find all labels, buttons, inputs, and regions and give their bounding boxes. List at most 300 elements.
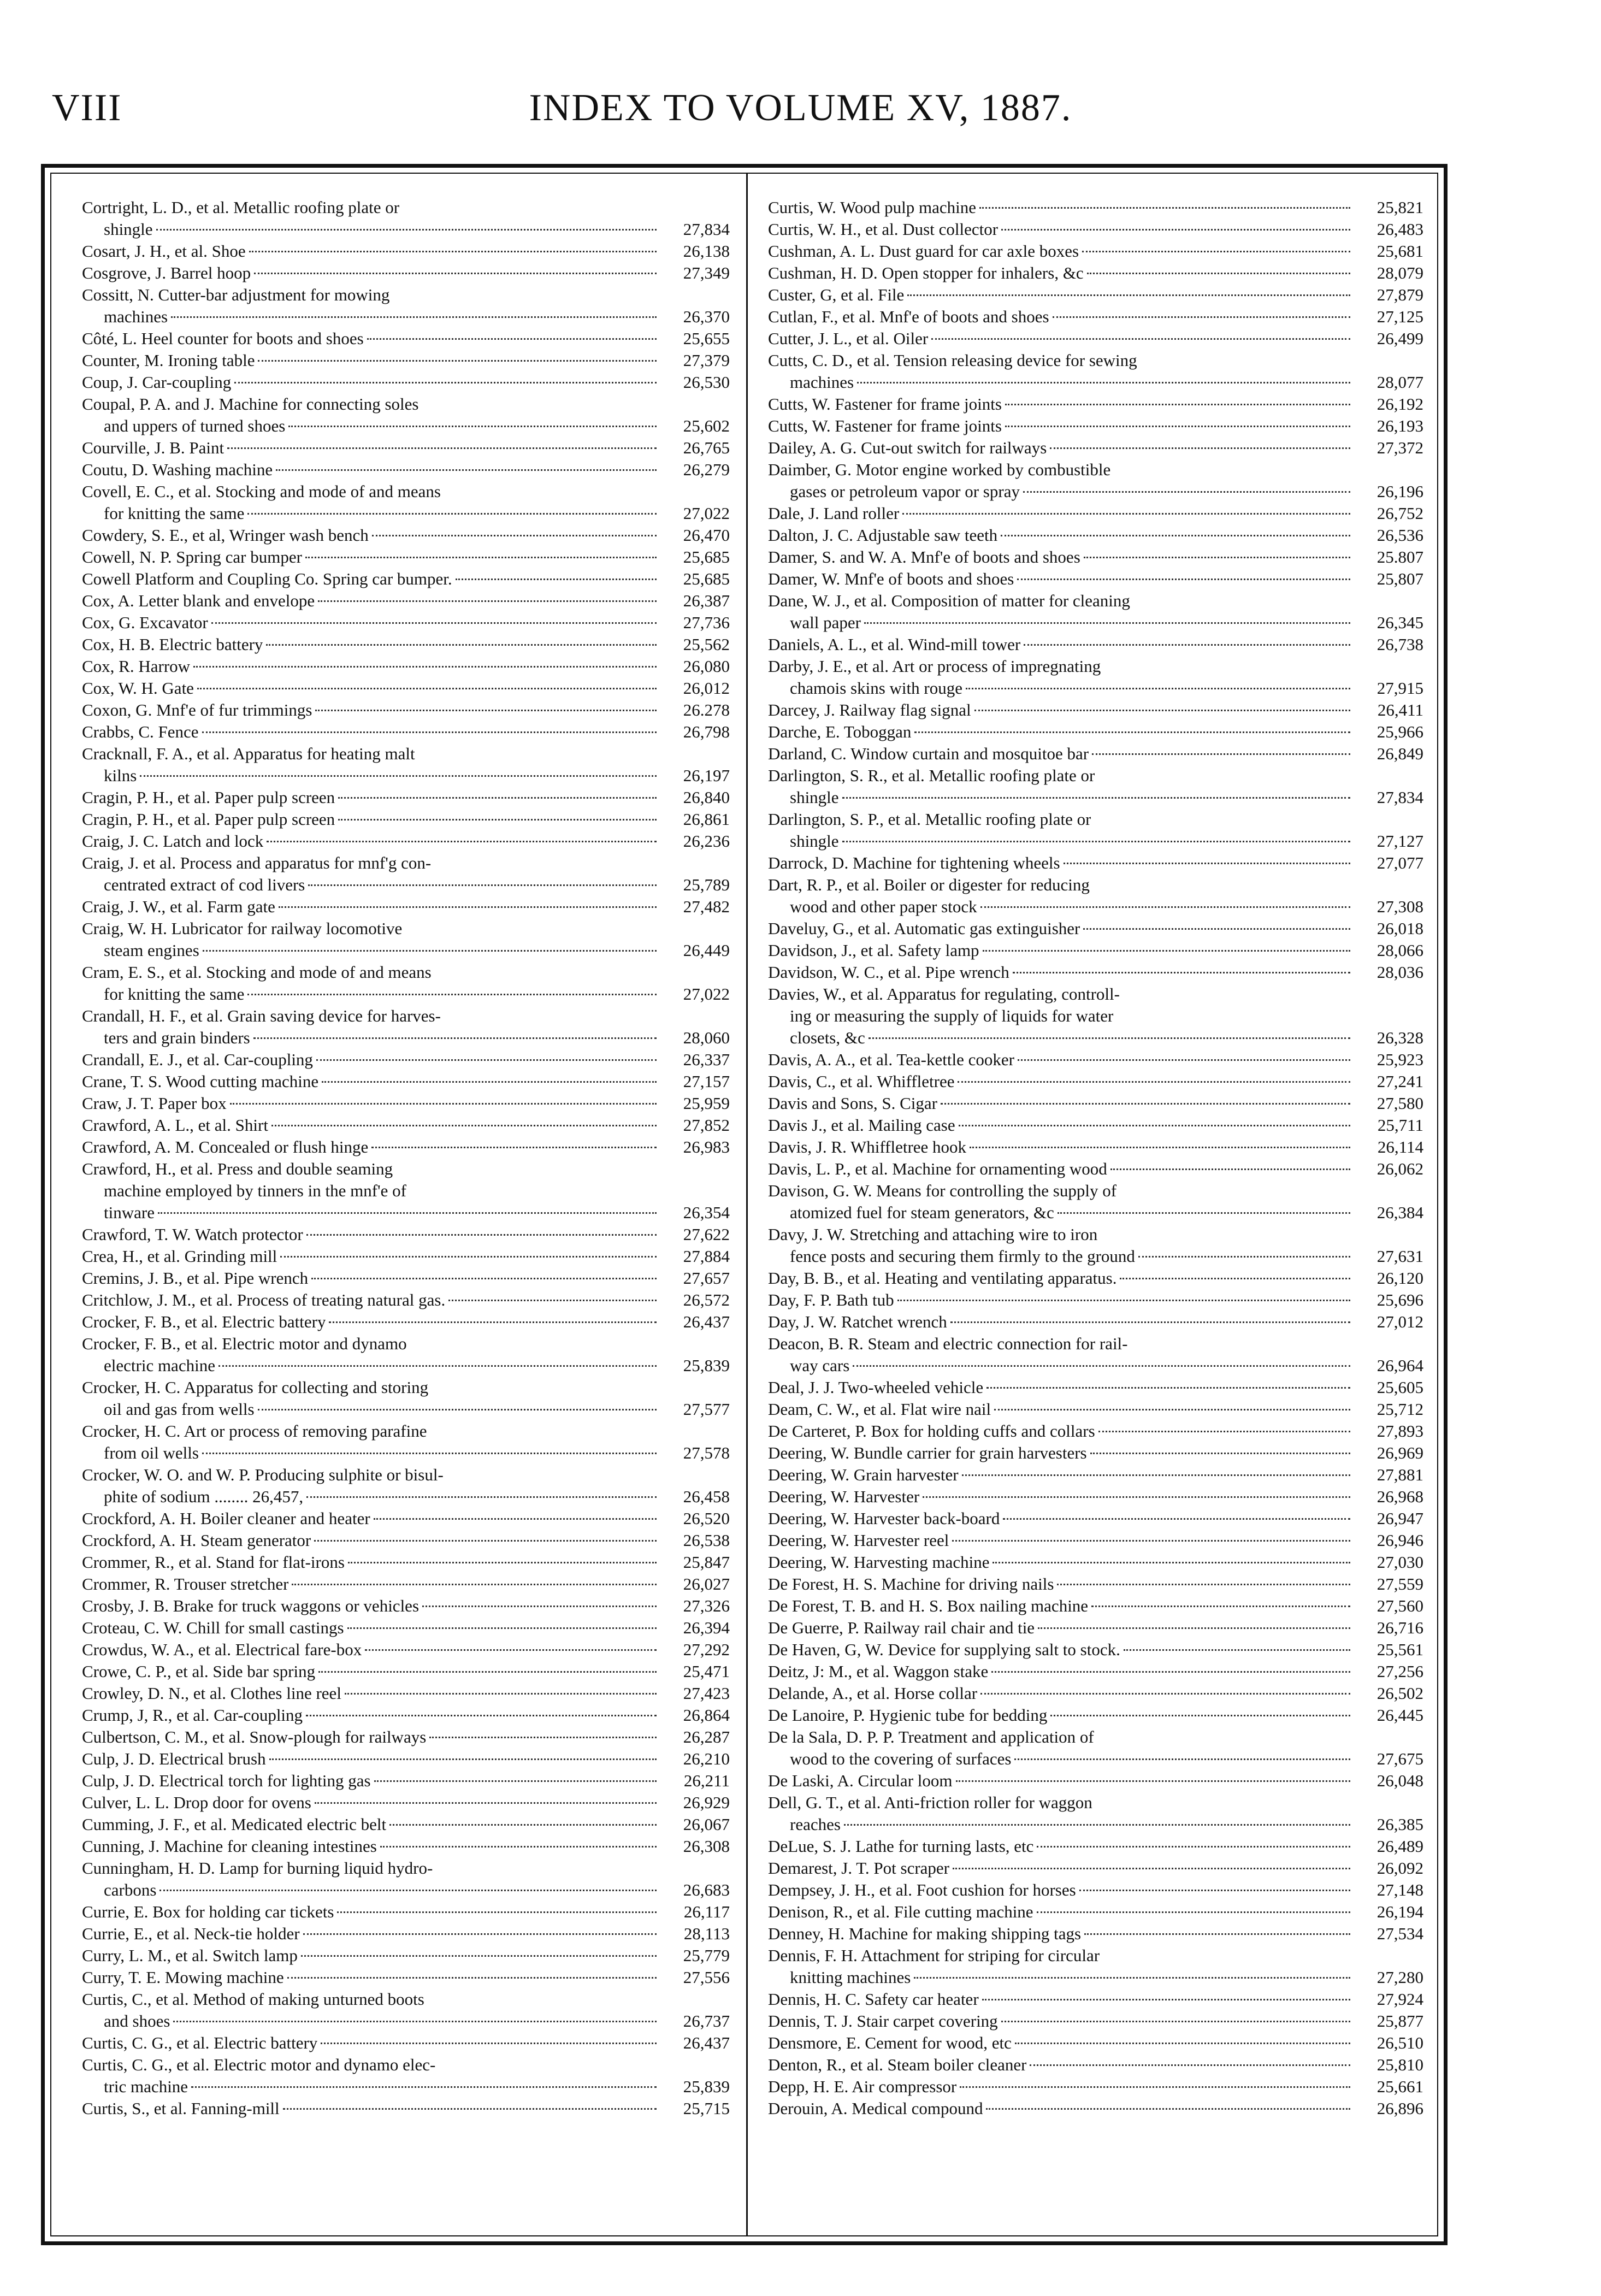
index-entry — [768, 896, 1423, 918]
index-entry-text: Davis and Sons, S. Cigar — [768, 1094, 937, 1113]
dot-leader — [203, 950, 657, 952]
index-entry — [768, 1398, 1423, 1420]
index-entry-text: De Lanoire, P. Hygienic tube for bedding — [768, 1705, 1048, 1725]
dot-leader — [1058, 1212, 1350, 1214]
index-entry — [768, 1901, 1423, 1923]
index-entry — [82, 437, 730, 459]
index-entry-text: Darlington, S. R., et al. Metallic roofing plate or — [768, 766, 1095, 785]
patent-number: 26,864 — [683, 1705, 730, 1725]
dot-leader — [389, 1824, 657, 1826]
index-entry — [82, 503, 730, 524]
index-entry-text: Daimber, G. Motor engine worked by combustible — [768, 460, 1111, 479]
index-entry-text: shingle — [790, 788, 839, 807]
index-entry-text: Crowdus, W. A., et al. Electrical fare-box — [82, 1640, 362, 1659]
index-entry — [82, 2076, 730, 2098]
index-entry — [82, 1289, 730, 1311]
patent-number: 27,256 — [1376, 1662, 1423, 1681]
patent-number: 26,458 — [683, 1487, 730, 1506]
index-entry-text: Day, J. W. Ratchet wrench — [768, 1312, 947, 1331]
index-entry — [82, 1923, 730, 1945]
patent-number: 26,120 — [1376, 1268, 1423, 1288]
dot-leader — [1079, 1890, 1350, 1891]
index-entry — [82, 219, 730, 240]
dot-leader — [267, 841, 657, 842]
index-entry — [768, 743, 1423, 765]
index-entry — [82, 961, 730, 983]
patent-number: 26,062 — [1376, 1159, 1423, 1178]
dot-leader — [1013, 972, 1350, 973]
dot-leader — [1030, 2064, 1350, 2066]
index-entry-text: tinware — [104, 1203, 155, 1222]
dot-leader — [159, 1890, 657, 1891]
index-entry-text: Cracknall, F. A., et al. Apparatus for heating malt — [82, 744, 415, 763]
index-entry — [82, 1158, 730, 1180]
column-divider — [746, 174, 748, 2236]
index-entry-text: Coxon, G. Mnf'e of fur trimmings — [82, 700, 312, 719]
index-entry-text: shingle — [790, 831, 839, 851]
index-entry — [768, 1486, 1423, 1508]
index-entry-text: Dart, R. P., et al. Boiler or digester for reducing — [768, 875, 1090, 894]
index-entry — [82, 1311, 730, 1333]
index-entry — [768, 1224, 1423, 1246]
index-entry — [768, 634, 1423, 656]
index-entry — [768, 1748, 1423, 1770]
index-entry — [768, 721, 1423, 743]
index-entry — [82, 2032, 730, 2054]
index-entry — [82, 2054, 730, 2076]
index-entry — [82, 284, 730, 306]
dot-leader — [1124, 1649, 1350, 1651]
dot-leader — [960, 2086, 1350, 2088]
index-entry-text: Crowe, C. P., et al. Side bar spring — [82, 1662, 316, 1681]
index-entry-text: Crandall, E. J., et al. Car-coupling — [82, 1050, 313, 1069]
dot-leader — [247, 513, 657, 515]
index-entry — [82, 1792, 730, 1814]
index-entry-text: De Carteret, P. Box for holding cuffs and collars — [768, 1421, 1095, 1441]
index-entry — [82, 590, 730, 612]
patent-number: 26,012 — [683, 678, 730, 698]
index-entry — [82, 371, 730, 393]
dot-leader — [202, 731, 657, 733]
dot-leader — [1053, 316, 1350, 318]
index-entry — [82, 1551, 730, 1573]
index-entry-text: Craig, W. H. Lubricator for railway locomotive — [82, 919, 403, 938]
index-entry — [768, 1377, 1423, 1398]
dot-leader — [171, 316, 657, 318]
index-entry-text: Davis, L. P., et al. Machine for ornamenting wood — [768, 1159, 1107, 1178]
dot-leader — [301, 1955, 657, 1957]
dot-leader — [247, 994, 657, 995]
index-entry — [82, 1005, 730, 1027]
index-entry — [768, 918, 1423, 940]
dot-leader — [958, 1081, 1350, 1083]
dot-leader — [914, 731, 1350, 733]
index-entry-text: Cutts, C. D., et al. Tension releasing device for sewing — [768, 351, 1137, 370]
patent-number: 26,018 — [1376, 919, 1423, 938]
patent-number: 25,605 — [1376, 1378, 1423, 1397]
index-entry-text: Day, B. B., et al. Heating and ventilating apparatus. — [768, 1268, 1117, 1288]
index-column-left — [82, 197, 730, 2120]
index-entry-text: Cowell, N. P. Spring car bumper — [82, 547, 302, 566]
index-entry-text: Deering, W. Harvester — [768, 1487, 920, 1506]
index-entry-text: DeLue, S. J. Lathe for turning lasts, etc — [768, 1837, 1034, 1856]
dot-leader — [191, 2086, 657, 2088]
index-entry-text: reaches — [790, 1815, 841, 1834]
dot-leader — [306, 1496, 657, 1498]
dot-leader — [1037, 1911, 1350, 1913]
patent-number: 26,308 — [683, 1837, 730, 1856]
dot-leader — [1120, 1278, 1350, 1279]
index-entry-text: Dennis, T. J. Stair carpet covering — [768, 2011, 998, 2031]
patent-number: 25,681 — [1376, 241, 1423, 261]
dot-leader — [321, 2043, 657, 2044]
index-entry-text: Dailey, A. G. Cut-out switch for railways — [768, 438, 1047, 457]
patent-number: 26,510 — [1376, 2033, 1423, 2052]
index-entry-text: Cutts, W. Fastener for frame joints — [768, 416, 1002, 435]
patent-number: 26,354 — [683, 1203, 730, 1222]
index-entry-text: Curtis, S., et al. Fanning-mill — [82, 2099, 280, 2118]
index-entry-text: Curtis, W. H., et al. Dust collector — [768, 220, 999, 239]
dot-leader — [857, 382, 1350, 383]
index-entry — [768, 961, 1423, 983]
index-entry-text: wall paper — [790, 613, 861, 632]
index-entry — [82, 1814, 730, 1835]
index-entry-text: Crocker, H. C. Art or process of removing parafine — [82, 1421, 427, 1441]
index-entry — [768, 1289, 1423, 1311]
patent-number: 26,337 — [683, 1050, 730, 1069]
patent-number: 27,372 — [1376, 438, 1423, 457]
index-entry-text: Crawford, A. M. Concealed or flush hinge — [82, 1137, 369, 1156]
index-entry — [768, 1355, 1423, 1377]
index-entry-text: Curtis, C., et al. Method of making unturned boots — [82, 1990, 424, 2009]
dot-leader — [907, 294, 1350, 296]
dot-leader — [276, 469, 657, 471]
dot-leader — [266, 644, 657, 646]
dot-leader — [311, 1278, 657, 1279]
index-entry-text: Cunning, J. Machine for cleaning intestines — [82, 1837, 377, 1856]
index-entry — [768, 1857, 1423, 1879]
patent-number: 27,834 — [683, 220, 730, 239]
dot-leader — [306, 1234, 657, 1236]
dot-leader — [288, 426, 657, 427]
patent-number: 26,437 — [683, 1312, 730, 1331]
index-entry-text: centrated extract of cod livers — [104, 875, 305, 894]
dot-leader — [308, 884, 657, 886]
patent-number: 25,789 — [683, 875, 730, 894]
index-entry — [768, 2054, 1423, 2076]
index-entry — [768, 1726, 1423, 1748]
index-entry-text: Deering, W. Grain harvester — [768, 1465, 959, 1484]
index-entry — [82, 393, 730, 415]
index-entry — [768, 1704, 1423, 1726]
dot-leader — [966, 688, 1350, 689]
index-entry-text: electric machine — [104, 1356, 215, 1375]
index-entry-text: De Laski, A. Circular loom — [768, 1771, 953, 1790]
index-entry-text: Darrock, D. Machine for tightening wheels — [768, 853, 1060, 872]
patent-number: 26,138 — [683, 241, 730, 261]
patent-number: 27,125 — [1376, 307, 1423, 326]
index-entry — [768, 1573, 1423, 1595]
index-entry-text: shingle — [104, 220, 153, 239]
patent-number: 25,602 — [683, 416, 730, 435]
index-entry — [768, 1442, 1423, 1464]
index-entry-text: Currie, E. Box for holding car tickets — [82, 1902, 334, 1921]
index-entry-text: Davis, J. R. Whiffletree hook — [768, 1137, 967, 1156]
patent-number: 26,499 — [1376, 329, 1423, 348]
patent-number: 26,394 — [683, 1618, 730, 1637]
dot-leader — [897, 1300, 1350, 1301]
patent-number: 26,387 — [683, 591, 730, 610]
index-entry — [82, 1639, 730, 1661]
patent-number: 27,022 — [683, 984, 730, 1004]
patent-number: 26,027 — [683, 1574, 730, 1593]
dot-leader — [853, 1365, 1350, 1367]
index-entry-text: Dalton, J. C. Adjustable saw teeth — [768, 526, 998, 545]
index-entry — [82, 1377, 730, 1398]
patent-number: 26,197 — [683, 766, 730, 785]
index-entry — [82, 306, 730, 328]
index-entry-text: Curry, L. M., et al. Switch lamp — [82, 1946, 298, 1965]
index-entry-text: Culp, J. D. Electrical torch for lighting gas — [82, 1771, 371, 1790]
index-entry-text: tric machine — [104, 2077, 188, 2096]
index-entry — [82, 787, 730, 808]
index-entry-text: Deitz, J: M., et al. Waggon stake — [768, 1662, 989, 1681]
index-entry-text: Darlington, S. P., et al. Metallic roofing plate or — [768, 810, 1091, 829]
index-entry — [82, 612, 730, 634]
patent-number: 27,030 — [1376, 1553, 1423, 1572]
dot-leader — [1050, 1715, 1350, 1716]
index-entry-text: Cutlan, F., et al. Mnf'e of boots and shoes — [768, 307, 1049, 326]
index-column-right — [768, 197, 1423, 2120]
dot-leader — [315, 1802, 657, 1804]
patent-number: 27,148 — [1376, 1880, 1423, 1899]
index-entry — [82, 1770, 730, 1792]
index-entry — [82, 656, 730, 677]
patent-number: 26,449 — [683, 941, 730, 960]
patent-number: 26,437 — [683, 2033, 730, 2052]
dot-leader — [941, 1103, 1350, 1105]
index-entry-text: Currie, E., et al. Neck-tie holder — [82, 1924, 300, 1943]
dot-leader — [1098, 1431, 1350, 1432]
dot-leader — [316, 1059, 657, 1061]
patent-number: 26,530 — [683, 373, 730, 392]
patent-number: 27,127 — [1376, 831, 1423, 851]
dot-leader — [1023, 491, 1350, 493]
index-entry — [768, 1246, 1423, 1267]
index-entry — [82, 830, 730, 852]
index-entry — [768, 197, 1423, 219]
index-entry — [768, 787, 1423, 808]
index-entry — [82, 2010, 730, 2032]
patent-number: 26,370 — [683, 307, 730, 326]
index-entry-text: Craig, J. W., et al. Farm gate — [82, 897, 275, 916]
index-entry — [82, 1617, 730, 1639]
patent-number: 27,077 — [1376, 853, 1423, 872]
dot-leader — [842, 797, 1350, 799]
index-entry-text: Denney, H. Machine for making shipping tags — [768, 1924, 1082, 1943]
dot-leader — [372, 535, 657, 536]
dot-leader — [923, 1496, 1350, 1498]
index-entry-text: ters and grain binders — [104, 1028, 250, 1047]
dot-leader — [986, 2108, 1350, 2110]
index-entry — [768, 1967, 1423, 1988]
patent-number: 25,715 — [683, 2099, 730, 2118]
index-entry — [768, 1464, 1423, 1486]
index-entry — [768, 393, 1423, 415]
dot-leader — [303, 1933, 657, 1935]
index-entry-text: Denton, R., et al. Steam boiler cleaner — [768, 2055, 1027, 2074]
dot-leader — [306, 1715, 657, 1716]
patent-number: 27,879 — [1376, 285, 1423, 304]
patent-number: 26,470 — [683, 526, 730, 545]
index-entry — [82, 1595, 730, 1617]
patent-number: 26,572 — [683, 1290, 730, 1309]
dot-leader — [253, 1037, 657, 1039]
dot-leader — [305, 557, 657, 558]
dot-leader — [230, 1103, 657, 1105]
patent-number: 26,279 — [683, 460, 730, 479]
index-entry — [82, 1049, 730, 1071]
index-entry-text: Delande, A., et al. Horse collar — [768, 1684, 978, 1703]
index-entry-text: Cox, R. Harrow — [82, 657, 191, 676]
patent-number: 25,685 — [683, 547, 730, 566]
index-entry — [82, 1136, 730, 1158]
index-entry — [768, 1333, 1423, 1355]
index-entry — [768, 1617, 1423, 1639]
index-entry-text: Dale, J. Land roller — [768, 504, 900, 523]
index-entry — [768, 1311, 1423, 1333]
dot-leader — [1005, 404, 1350, 405]
dot-leader — [315, 710, 657, 711]
patent-number: 27,657 — [683, 1268, 730, 1288]
index-entry-text: Custer, G, et al. File — [768, 285, 905, 304]
dot-leader — [197, 688, 657, 689]
patent-number: 27,379 — [683, 351, 730, 370]
index-entry-text: Deering, W. Harvester reel — [768, 1531, 949, 1550]
index-entry-text: De Haven, G, W. Device for supplying salt to stock. — [768, 1640, 1120, 1659]
dot-leader — [1110, 1168, 1350, 1170]
index-entry-text: machine employed by tinners in the mnf'e of — [104, 1181, 406, 1200]
patent-number: 27,893 — [1376, 1421, 1423, 1441]
dot-leader — [1001, 535, 1350, 536]
patent-number: 28,060 — [683, 1028, 730, 1047]
index-entry — [768, 1814, 1423, 1835]
dot-leader — [914, 1977, 1350, 1979]
dot-leader — [1057, 1584, 1350, 1585]
index-entry-text: Crea, H., et al. Grinding mill — [82, 1247, 277, 1266]
index-entry-text: knitting machines — [790, 1968, 911, 1987]
index-entry-text: Davies, W., et al. Apparatus for regulating, controll- — [768, 984, 1120, 1004]
dot-leader — [1014, 1758, 1350, 1760]
dot-leader — [280, 1256, 657, 1258]
index-entry-text: Crockford, A. H. Boiler cleaner and heater — [82, 1509, 370, 1528]
index-entry-text: kilns — [104, 766, 137, 785]
patent-number: 26,947 — [1376, 1509, 1423, 1528]
index-entry — [82, 896, 730, 918]
index-entry — [768, 2098, 1423, 2120]
index-entry-text: Crabbs, C. Fence — [82, 722, 199, 741]
patent-number: 25,712 — [1376, 1400, 1423, 1419]
dot-leader — [1082, 251, 1350, 252]
patent-number: 26,236 — [683, 831, 730, 851]
index-entry-text: Dane, W. J., et al. Composition of matter for cleaning — [768, 591, 1130, 610]
index-entry — [768, 437, 1423, 459]
index-entry-text: Curry, T. E. Mowing machine — [82, 1968, 284, 1987]
index-entry-text: from oil wells — [104, 1443, 199, 1462]
index-entry — [768, 1180, 1423, 1202]
patent-number: 26,385 — [1376, 1815, 1423, 1834]
index-entry — [768, 2076, 1423, 2098]
index-entry-text: Cutter, J. L., et al. Oiler — [768, 329, 929, 348]
patent-number: 25,696 — [1376, 1290, 1423, 1309]
index-entry-text: fence posts and securing them firmly to the ground — [790, 1247, 1135, 1266]
dot-leader — [448, 1300, 657, 1301]
patent-number: 26.278 — [683, 700, 730, 719]
index-entry-text: Crocker, F. B., et al. Electric battery — [82, 1312, 326, 1331]
patent-number: 25,661 — [1376, 2077, 1423, 2096]
index-entry — [768, 459, 1423, 481]
dot-leader — [1005, 426, 1350, 427]
index-entry — [82, 459, 730, 481]
patent-number: 27,924 — [1376, 1990, 1423, 2009]
index-entry-text: for knitting the same — [104, 984, 245, 1004]
dot-leader — [140, 775, 657, 777]
index-entry — [768, 830, 1423, 852]
patent-number: 28,036 — [1376, 963, 1423, 982]
index-entry — [82, 415, 730, 437]
dot-leader — [456, 579, 657, 580]
dot-leader — [962, 1474, 1350, 1476]
dot-leader — [1050, 447, 1350, 449]
patent-number: 26,849 — [1376, 744, 1423, 763]
patent-number: 26,502 — [1376, 1684, 1423, 1703]
patent-number: 26,968 — [1376, 1487, 1423, 1506]
index-entry-text: Crump, J, R., et al. Car-coupling — [82, 1705, 303, 1725]
index-entry — [82, 1267, 730, 1289]
index-entry — [768, 699, 1423, 721]
patent-number: 27,852 — [683, 1115, 730, 1135]
patent-number: 25,655 — [683, 329, 730, 348]
index-entry — [82, 1355, 730, 1377]
patent-number: 27,622 — [683, 1225, 730, 1244]
patent-number: 27,884 — [683, 1247, 730, 1266]
patent-number: 26,737 — [683, 2011, 730, 2031]
index-entry-text: Crocker, H. C. Apparatus for collecting and storing — [82, 1378, 429, 1397]
patent-number: 27,560 — [1376, 1596, 1423, 1615]
dot-leader — [1038, 1627, 1350, 1629]
index-entry — [82, 1683, 730, 1704]
index-entry-text: Cosgrove, J. Barrel hoop — [82, 263, 251, 282]
patent-number: 26,080 — [683, 657, 730, 676]
dot-leader — [992, 1562, 1350, 1563]
index-entry-text: Culbertson, C. M., et al. Snow-plough for railways — [82, 1727, 427, 1746]
dot-leader — [974, 710, 1350, 711]
patent-number: 26,117 — [683, 1902, 730, 1921]
patent-number: 26,861 — [683, 810, 730, 829]
patent-number: 25,561 — [1376, 1640, 1423, 1659]
index-entry — [82, 546, 730, 568]
index-entry-text: Davidson, J., et al. Safety lamp — [768, 941, 979, 960]
dot-leader — [338, 797, 657, 799]
index-entry — [768, 1551, 1423, 1573]
index-entry — [768, 240, 1423, 262]
index-entry-text: Davy, J. W. Stretching and attaching wire to iron — [768, 1225, 1098, 1244]
dot-leader — [842, 841, 1350, 842]
index-entry-text: Davis J., et al. Mailing case — [768, 1115, 955, 1135]
dot-leader — [365, 1649, 657, 1651]
index-entry — [82, 197, 730, 219]
index-entry — [82, 1988, 730, 2010]
